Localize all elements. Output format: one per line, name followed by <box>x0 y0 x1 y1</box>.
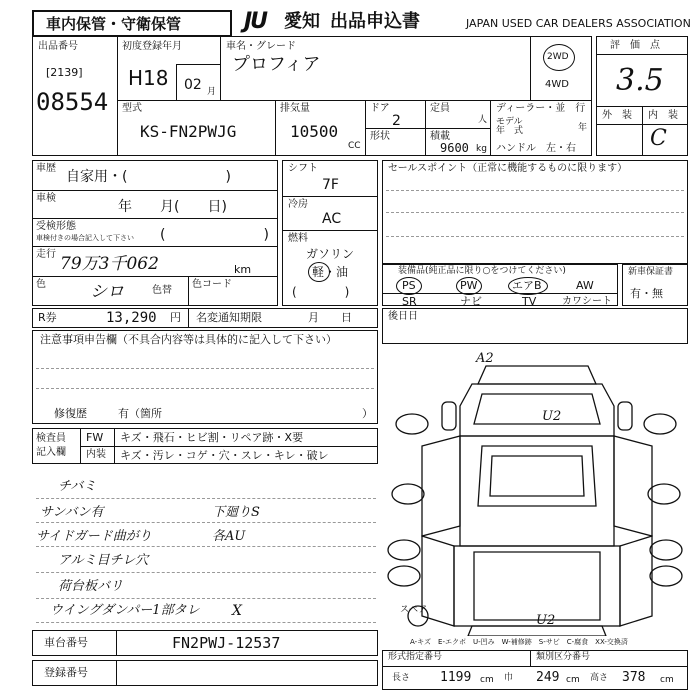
divider <box>117 100 592 101</box>
divider <box>642 106 643 156</box>
registration-label: 登録番号 <box>44 666 88 679</box>
divider <box>490 100 491 156</box>
rule-line <box>386 190 684 191</box>
history-value: 自家用・( ) <box>66 169 231 185</box>
color-label: 色 <box>36 279 46 290</box>
dim-length-unit: cm <box>480 675 494 685</box>
wheel-mr <box>648 484 680 504</box>
grade-interior-label: 内 装 <box>648 110 678 121</box>
damage-legend: A-キズ E-エクボ U-凹み W-補修跡 S-サビ C-腐食 XX-交換済 <box>410 638 628 646</box>
color-change-label: 色替 <box>152 285 172 296</box>
rule-line <box>36 622 376 623</box>
roof <box>478 446 596 506</box>
divider <box>282 196 378 197</box>
divider <box>32 218 278 219</box>
grade-label: 評 価 点 <box>610 40 660 51</box>
spare-label: スペア <box>400 605 428 615</box>
accept-value: ( ) <box>160 227 269 243</box>
org-name-jp: 愛知 <box>284 11 320 32</box>
rule-line <box>36 572 376 573</box>
dim-width-label: 巾 <box>504 673 514 683</box>
dim-length-label: 長さ <box>392 673 411 683</box>
equip-leather: カワシート <box>562 296 612 307</box>
equip-sr: SR <box>402 295 417 308</box>
wheel-rl2 <box>388 566 420 586</box>
equip-ps-circle <box>396 277 422 295</box>
capacity-label: 定員 <box>430 103 450 114</box>
divider <box>282 230 378 231</box>
post-day-label: 後日日 <box>388 311 418 322</box>
cab-body <box>460 436 614 546</box>
recycle-unit: 円 <box>170 311 181 324</box>
equip-airbag: エアB <box>512 279 542 292</box>
fw-label: FW <box>86 431 104 444</box>
rule-line <box>36 368 374 369</box>
accept-note: 車検付きの場合記入して下さい <box>36 234 134 242</box>
mileage-unit: km <box>234 263 252 276</box>
warranty-label: 新車保証書 <box>628 267 674 277</box>
model-name: プロフィア <box>232 54 321 75</box>
divider <box>382 666 688 667</box>
rule-line <box>36 498 376 499</box>
shift-label: シフト <box>288 163 318 174</box>
dim-label-1: 形式指定番号 <box>388 652 443 662</box>
truck-diagram <box>382 346 688 636</box>
drive-selected-circle <box>543 44 575 71</box>
load-value: 9600 <box>440 141 469 155</box>
body-shape-label: 形状 <box>370 131 390 142</box>
cooling-value: AC <box>322 211 342 227</box>
fuel-paren: ( ) <box>292 285 350 299</box>
mileage-value: 79万3千062 <box>60 254 159 274</box>
sales-point-label: セールスポイント（正常に機能するものに限ります） <box>388 163 628 174</box>
mileage-label: 走行 <box>36 249 56 260</box>
rule-line <box>36 546 376 547</box>
equip-navi: ナビ <box>460 295 482 308</box>
chassis-value: FN2PWJ-12537 <box>172 634 281 652</box>
grade-exterior-value: C <box>650 126 667 151</box>
dim-label-2: 類別区分番号 <box>536 652 591 662</box>
doors-label: ドア <box>370 103 390 114</box>
divider <box>382 293 618 294</box>
cooling-label: 冷房 <box>288 199 308 210</box>
front-bumper <box>478 366 596 384</box>
displacement-label: 排気量 <box>280 103 310 114</box>
type-label: 型式 <box>122 103 142 114</box>
roof-inner <box>490 456 584 496</box>
side-panel-right <box>620 536 652 626</box>
wheel-fr <box>644 414 676 434</box>
history-label: 車歴 <box>36 163 56 174</box>
drive-2wd: 2WD <box>547 52 569 62</box>
equip-tv: TV <box>522 295 537 308</box>
handwritten-note-6: ウイングダンパー1部タレ <box>50 603 200 618</box>
load-label: 積載 <box>430 131 450 142</box>
divider <box>32 190 278 191</box>
fuel-gasoline: ガソリン <box>306 247 355 261</box>
dim-width-unit: cm <box>566 675 580 685</box>
dealer-label: ディーラー・並 行 <box>496 103 586 114</box>
inspector-label-2: 記入欄 <box>36 447 66 458</box>
form-title: 出品申込書 <box>330 11 420 32</box>
storage-label: 車内保管・守衛保管 <box>46 15 182 33</box>
fuel-label: 燃料 <box>288 233 308 244</box>
drive-4wd: 4WD <box>545 79 569 90</box>
ju-logo: JU <box>244 9 267 34</box>
fuel-selected-circle <box>308 262 330 282</box>
type-value: KS-FN2PWJG <box>140 122 237 141</box>
displacement-unit: CC <box>348 141 361 151</box>
equip-pw: PW <box>460 279 478 292</box>
wheel-rr2 <box>650 566 682 586</box>
grade-value: 3.5 <box>616 63 664 98</box>
divider <box>80 446 378 447</box>
mirror-left <box>442 402 456 430</box>
equip-airbag-circle <box>508 277 548 295</box>
divider <box>117 36 118 156</box>
first-reg-label: 初度登録年月 <box>122 41 182 52</box>
model-year-label: モデル 年 式 <box>496 117 524 137</box>
handwritten-note-8: 下廻りS <box>212 505 260 520</box>
rule-line <box>36 388 374 389</box>
shift-value: 7F <box>322 177 339 193</box>
lot-sub: [2139] <box>46 66 83 79</box>
handwritten-note-7: X <box>232 603 242 619</box>
warranty-value: 有・無 <box>630 287 663 300</box>
mirror-right <box>618 402 632 430</box>
rule-line <box>386 212 684 213</box>
cab-outline <box>460 384 614 436</box>
rule-line <box>36 522 376 523</box>
handwritten-note-4: アルミ目チレ穴 <box>58 553 149 568</box>
divider <box>188 308 189 328</box>
displacement-value: 10500 <box>290 122 339 141</box>
divider <box>596 54 688 55</box>
lot-label: 出品番号 <box>38 41 78 52</box>
equip-pw-circle <box>456 277 482 295</box>
handwritten-note-5: 荷台板バリ <box>58 579 124 594</box>
divider <box>530 36 531 100</box>
post-day-box <box>382 308 688 344</box>
first-reg-month: 02 <box>184 77 202 93</box>
inspection-value: 年 月( 日) <box>118 199 227 215</box>
lot-number: 08554 <box>36 88 109 116</box>
divider <box>220 36 221 100</box>
wheel-rl <box>388 540 420 560</box>
equip-aw: AW <box>576 279 594 292</box>
inspection-label: 車検 <box>36 193 56 204</box>
repair-value: 有（箇所 <box>118 407 162 420</box>
name-change-value: 月 日 <box>308 311 352 324</box>
divider <box>530 650 531 666</box>
grade-exterior-label: 外 装 <box>602 110 632 121</box>
recycle-label: R券 <box>38 311 57 324</box>
damage-mark-mid: U2 <box>542 409 562 424</box>
handwritten-note-2: サンバン有 <box>40 505 104 520</box>
chassis-label: 車台番号 <box>44 636 88 649</box>
fw-items: キズ・飛石・ヒビ割・リペア跡・X要 <box>120 431 304 444</box>
interior-items: キズ・汚レ・コゲ・穴・スレ・キレ・破レ <box>120 449 329 462</box>
wheel-rr <box>650 540 682 560</box>
door-left <box>422 436 460 536</box>
rule-line <box>386 236 684 237</box>
divider <box>365 128 490 129</box>
handle-label: ハンドル 左・右 <box>496 143 576 154</box>
load-unit: kg <box>476 144 487 154</box>
dim-height-unit: cm <box>660 675 674 685</box>
repair-label: 修復歴 <box>54 407 87 420</box>
handwritten-note-9: 各AU <box>212 529 246 544</box>
damage-mark-bottom: U2 <box>536 613 556 628</box>
dim-height-label: 高さ <box>590 673 609 683</box>
model-label: 車名・グレード <box>226 41 296 52</box>
equip-ps: PS <box>402 279 416 292</box>
divider <box>32 276 278 277</box>
storage-label-box <box>32 10 232 37</box>
bed-inner <box>474 552 600 620</box>
wheel-fl <box>396 414 428 434</box>
color-value: シロ <box>90 282 124 302</box>
dim-height: 378 <box>622 670 646 685</box>
dim-width: 249 <box>536 670 560 685</box>
dim-length: 1199 <box>440 670 472 685</box>
windshield <box>474 394 600 424</box>
accept-label: 受検形態 <box>36 221 76 232</box>
recycle-value: 13,290 <box>106 310 157 326</box>
name-change-label: 名変通知期限 <box>196 311 262 324</box>
door-right <box>614 436 652 536</box>
first-reg-month-unit: 月 <box>207 87 217 97</box>
divider <box>188 276 189 306</box>
first-reg-year: H18 <box>128 66 169 90</box>
notes-label: 注意事項申告欄（不具合内容等は具体的に記入して下さい） <box>40 333 337 346</box>
color-code-label: 色コード <box>192 279 232 290</box>
rule-line <box>36 598 376 599</box>
wheel-ml <box>392 484 424 504</box>
interior-label: 内装 <box>86 449 106 460</box>
repair-close: ） <box>362 407 373 420</box>
fuel-diesel: 軽・油 <box>312 265 349 279</box>
divider <box>116 630 117 656</box>
handwritten-note-3: サイドガード曲がり <box>36 529 152 544</box>
divider <box>275 100 276 156</box>
equipment-label: 装備品(純正品に限り○をつけてください) <box>398 266 566 276</box>
divider <box>32 246 278 247</box>
doors-value: 2 <box>392 113 401 129</box>
handwritten-note-1: チバミ <box>58 479 97 494</box>
model-year-unit: 年 <box>578 123 588 133</box>
org-name-en: JAPAN USED CAR DEALERS ASSOCIATION <box>466 17 691 30</box>
divider <box>116 660 117 686</box>
damage-mark-top: A2 <box>476 351 494 366</box>
capacity-unit: 人 <box>478 115 488 125</box>
inspector-label-1: 検査員 <box>36 433 66 444</box>
